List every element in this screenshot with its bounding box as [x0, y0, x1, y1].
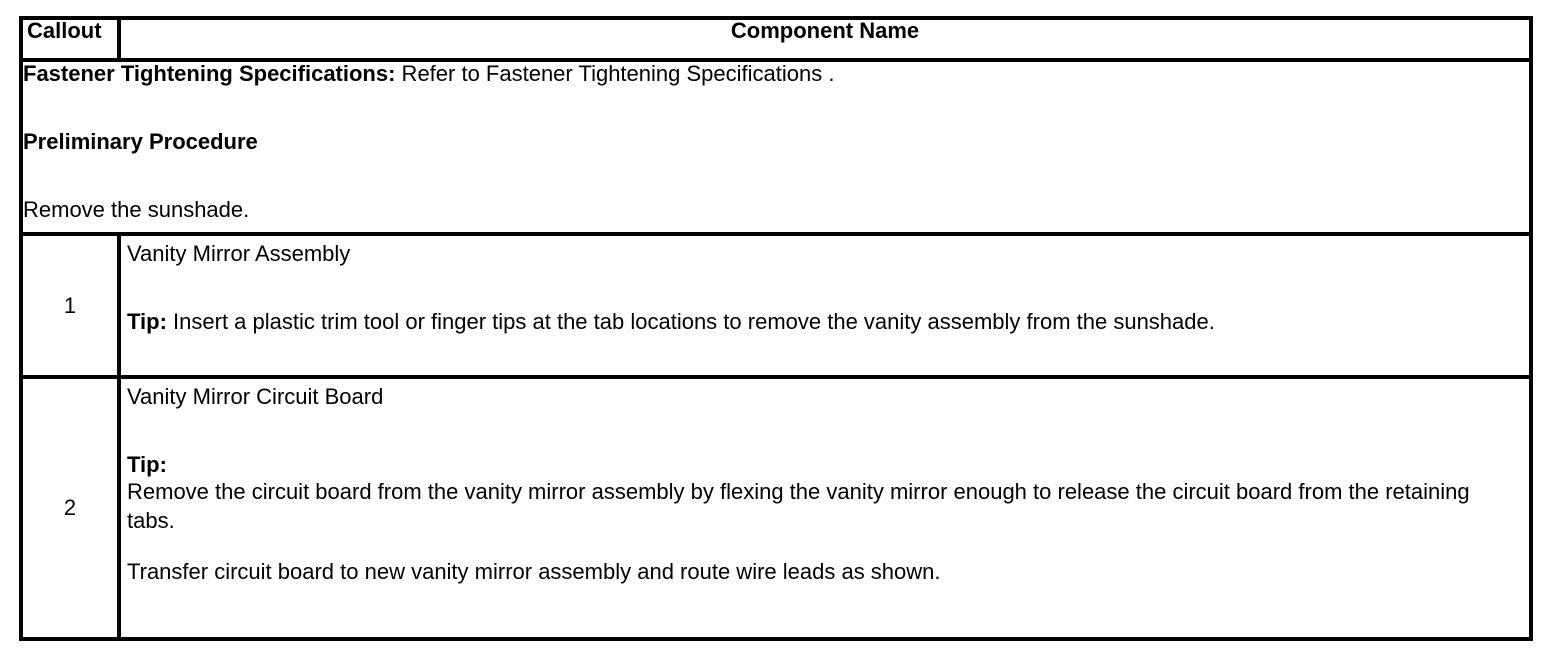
tip-label: Tip: — [127, 309, 167, 334]
tip-item: Transfer circuit board to new vanity mirror assembly and route wire leads as shown. — [127, 559, 941, 584]
fastener-spec-line — [23, 62, 1529, 86]
component-name: Vanity Mirror Circuit Board — [127, 384, 384, 409]
component-cell — [119, 377, 1531, 639]
table-header-row — [21, 18, 1531, 60]
callout-column-header: Callout — [21, 18, 119, 60]
preliminary-cell — [21, 60, 1531, 234]
component-name-column-header: Component Name — [119, 18, 1531, 60]
callout-number: 2 — [21, 377, 119, 639]
table-row — [21, 234, 1531, 377]
tip-item: Remove the circuit board from the vanity mirror assembly by flexing the vanity mirror enough to release the circuit board from the retaining tabs. — [127, 479, 1470, 533]
preliminary-row — [21, 60, 1531, 234]
component-tip — [127, 310, 1523, 334]
tip-text: Insert a plastic trim tool or finger tips at the tab locations to remove the vanity assembly from the sunshade. — [166, 309, 1215, 334]
component-table — [19, 16, 1533, 641]
preliminary-procedure-title: Preliminary Procedure — [23, 129, 258, 154]
preliminary-procedure-step: Remove the sunshade. — [23, 197, 250, 222]
fastener-spec-label: Fastener Tightening Specifications: — [23, 61, 396, 86]
tip-label: Tip: — [127, 452, 167, 477]
fastener-spec-text: Refer to Fastener Tightening Specifications . — [395, 61, 835, 86]
component-cell — [119, 234, 1531, 377]
callout-number: 1 — [21, 234, 119, 377]
component-name: Vanity Mirror Assembly — [127, 241, 351, 266]
table-row — [21, 377, 1531, 639]
